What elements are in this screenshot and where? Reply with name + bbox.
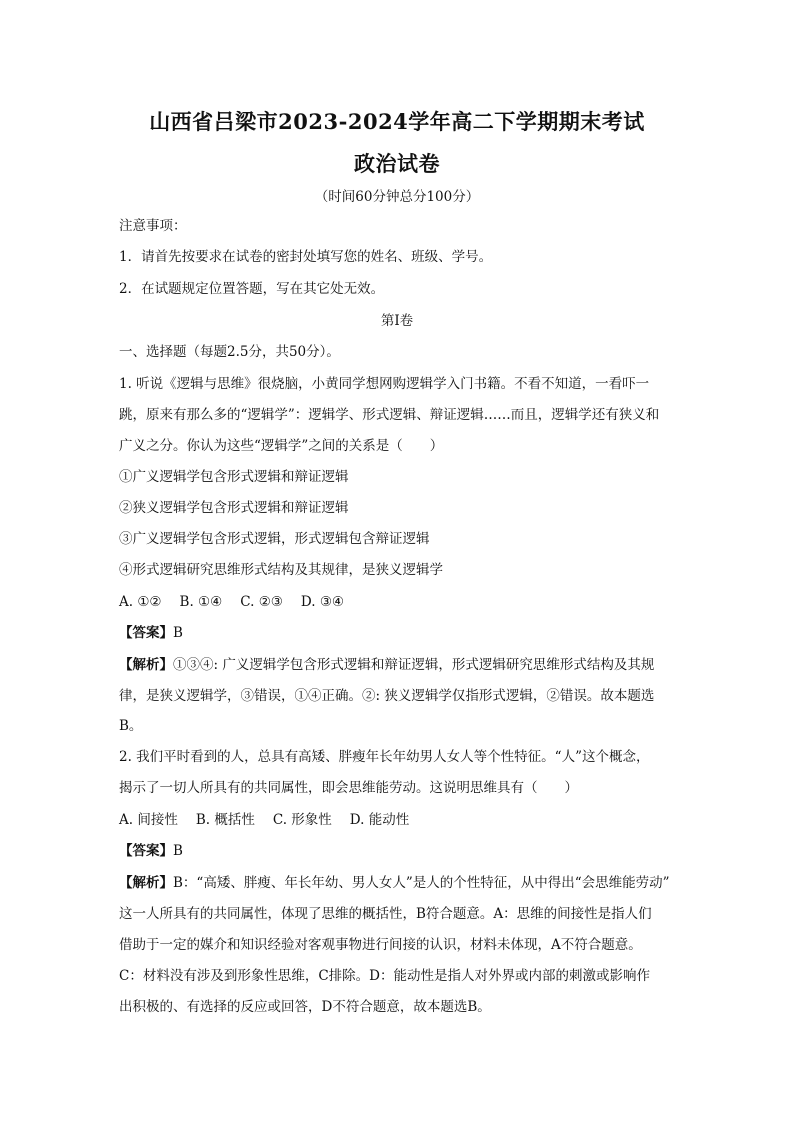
q2-options — [119, 810, 679, 830]
q1-choice-3: ③广义逻辑学包含形式逻辑，形式逻辑包含辩证逻辑 — [119, 531, 430, 547]
q1-option-d: D. ③④ — [300, 594, 345, 610]
q1-options — [119, 592, 679, 612]
q1-analysis-line: ①③④: 广义逻辑学包含形式逻辑和辩证逻辑，形式逻辑研究思维形式结构及其规 — [173, 657, 655, 673]
q2-analysis-label: 【解析】 — [119, 875, 173, 891]
q1-choice-2: ②狭义逻辑学包含形式逻辑和辩证逻辑 — [119, 500, 349, 516]
q1-analysis-label: 【解析】 — [119, 657, 173, 673]
q1-stem-line: 1. 听说《逻辑与思维》很烧脑，小黄同学想网购逻辑学入门书籍。不看不知道，一看吓一 — [119, 376, 650, 392]
q2-stem-line: 揭示了一切人所具有的共同属性，即会思维能劳动。这说明思维具有（ ） — [119, 780, 578, 796]
q1-analysis — [119, 655, 679, 675]
q1-stem-line: 广义之分。你认为这些“逻辑学”之间的关系是（ ） — [119, 438, 444, 454]
note-item-2: 2．在试题规定位置答题，写在其它处无效。 — [119, 281, 385, 297]
q2-stem-line: 2. 我们平时看到的人，总具有高矮、胖瘦年长年幼男人女人等个性特征。“人”这个概念， — [119, 749, 650, 765]
q1-answer — [119, 623, 679, 643]
exam-title: 山西省吕梁市2023-2024学年高二下学期期末考试 — [149, 109, 645, 134]
q2-analysis-line: 这一人所具有的共同属性，体现了思维的概括性，B符合题意。A：思维的间接性是指人们 — [119, 906, 652, 922]
q1-stem-line: 跳，原来有那么多的“逻辑学”：逻辑学、形式逻辑、辩证逻辑……而且，逻辑学还有狭义和 — [119, 407, 660, 423]
q2-option-a: A. 间接性 — [119, 812, 178, 828]
volume-label: 第Ⅰ卷 — [380, 313, 414, 329]
notes-heading: 注意事项： — [119, 218, 187, 234]
q2-analysis-line: 出积极的、有选择的反应或回答，D不符合题意，故本题选B。 — [119, 999, 491, 1015]
q2-answer — [119, 841, 679, 861]
q2-option-d: D. 能动性 — [349, 812, 410, 828]
q1-answer-label: 【答案】 — [119, 625, 173, 641]
q2-answer-label: 【答案】 — [119, 843, 173, 859]
q1-answer-value: B — [173, 625, 183, 641]
section-heading: 一、选择题（每题2.5分，共50分）。 — [119, 344, 340, 360]
q1-option-a: A. ①② — [119, 594, 162, 610]
q1-choice-1: ①广义逻辑学包含形式逻辑和辩证逻辑 — [119, 469, 349, 485]
q2-option-b: B. 概括性 — [195, 812, 255, 828]
q2-analysis — [119, 873, 679, 893]
q2-answer-value: B — [173, 843, 183, 859]
exam-subject: 政治试卷 — [354, 151, 440, 176]
q1-analysis-line: 律，是狭义逻辑学，③错误，①④正确。②: 狭义逻辑学仅指形式逻辑，②错误。故本题选 — [119, 688, 655, 704]
q2-analysis-line: 借助于一定的媒介和知识经验对客观事物进行间接的认识，材料未体现，A不符合题意。 — [119, 937, 642, 953]
q1-analysis-line: B。 — [119, 718, 143, 734]
q2-analysis-line: C：材料没有涉及到形象性思维，C排除。D：能动性是指人对外界或内部的刺激或影响作 — [119, 968, 650, 984]
q2-analysis-line: B：“高矮、胖瘦、年长年幼、男人女人”是人的个性特征，从中得出“会思维能劳动” — [173, 875, 670, 891]
exam-time-info: （时间60分钟总分100分） — [314, 189, 480, 205]
q1-choice-4: ④形式逻辑研究思维形式结构及其规律，是狭义逻辑学 — [119, 562, 443, 578]
q1-option-b: B. ①④ — [179, 594, 223, 610]
q1-option-c: C. ②③ — [240, 594, 283, 610]
q2-option-c: C. 形象性 — [272, 812, 332, 828]
note-item-1: 1．请首先按要求在试卷的密封处填写您的姓名、班级、学号。 — [119, 249, 493, 265]
